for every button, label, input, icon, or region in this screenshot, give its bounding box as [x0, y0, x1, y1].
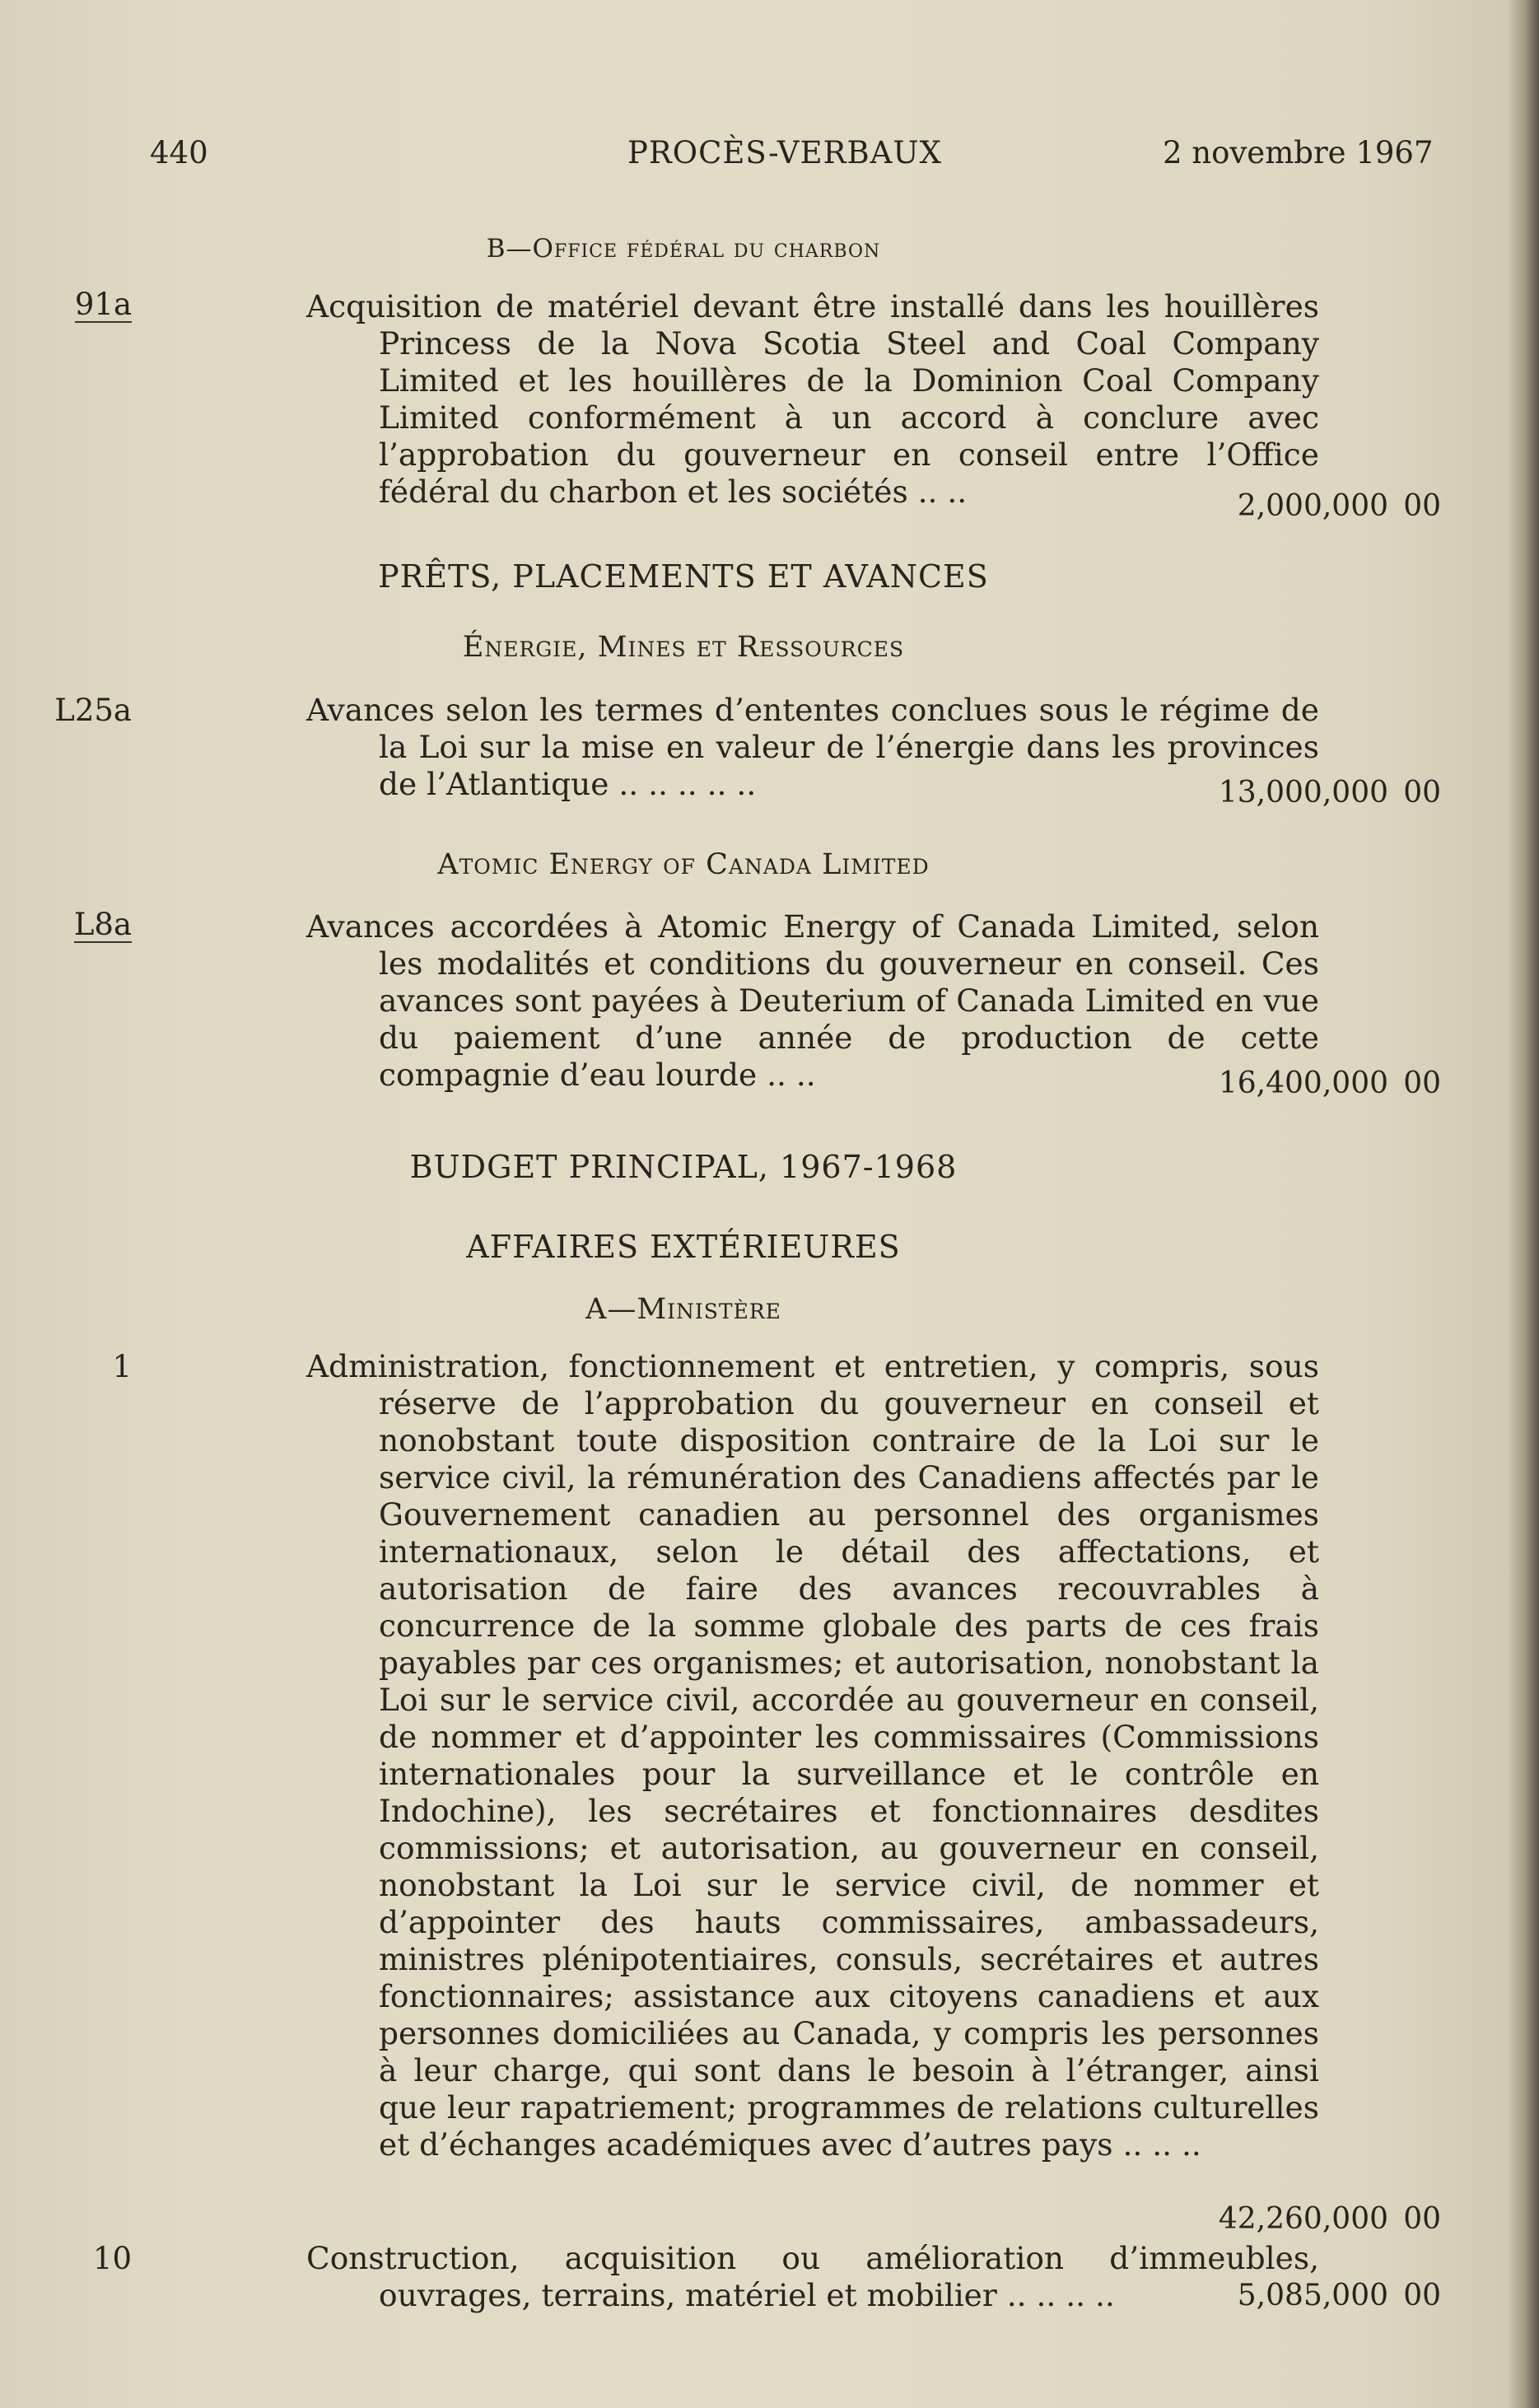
- vote-entry-10: [92, 2240, 1441, 2318]
- vote-description: Avances selon les termes d’ententes conclues sous le régime de la Loi sur la mise en valeur de l’énergie dans les provinces de l’Atlantique .. .. .. .. ..: [306, 692, 1319, 802]
- vote-description: Administration, fonctionnement et entretien, y compris, sous réserve de l’approbation du gouverneur en conseil et nonobstant toute disposition contraire de la Loi sur le service civil, la rémunération des Canadiens affectés par le Gouvernement canadien au personnel des organismes internationaux, selon le détail des affectations, et autorisation de faire des avances recouvrables à concurrence de la somme globale des parts de ces frais payables par ces organismes; et autorisation, nonobstant la Loi sur le service civil, accordée au gouverneur en conseil, de nommer et d’appointer les commissaires (Commissions internationales pour la surveillance et le contrôle en Indochine), les secrétaires et fonctionnaires desdites commissions; et autorisation, au gouverneur en conseil, nonobstant la Loi sur le service civil, de nommer et d’appointer des hauts commissaires, ambassadeurs, ministres plénipotentiaires, consuls, secrétaires et autres fonctionnaires; assistance aux citoyens canadiens et aux personnes domiciliées au Canada, y compris les personnes à leur charge, qui sont dans le besoin à l’étranger, ainsi que leur rapatriement; programmes de relations culturelles et d’échanges académiques avec d’autres pays .. .. ..: [306, 1348, 1319, 2163]
- vote-amount: 2,000,000 00: [1237, 489, 1441, 523]
- page-number: 440: [150, 135, 208, 170]
- section-heading-budget: BUDGET PRINCIPAL, 1967-1968: [409, 1149, 958, 1185]
- vote-number: 91a: [74, 287, 132, 322]
- vote-description: Construction, acquisition ou amélioration d’immeubles, ouvrages, terrains, matériel et mobilier .. .. .. ..: [306, 2240, 1319, 2313]
- vote-number: 1: [112, 1349, 132, 1384]
- vote-entry-l25a: [54, 692, 1441, 811]
- vote-description: Acquisition de matériel devant être installé dans les houillères Princess de la Nova Scotia Steel and Coal Company Limited et les houillères de la Dominion Coal Company Limited conformément à un accord à conclure avec l’approbation du gouverneur en conseil entre l’Office fédéral du charbon et les sociétés .. ..: [306, 288, 1319, 510]
- vote-entry-91a: [74, 287, 1441, 527]
- vote-entry-l8a: [73, 907, 1441, 1106]
- section-heading-ministry: A—Ministère: [585, 1293, 781, 1326]
- vote-amount: 13,000,000 00: [1218, 776, 1441, 810]
- vote-number: L25a: [54, 693, 132, 728]
- vote-number: L8a: [73, 907, 132, 942]
- vote-amount: 16,400,000 00: [1218, 1066, 1441, 1100]
- section-heading-loans: PRÊTS, PLACEMENTS ET AVANCES: [378, 558, 989, 595]
- vote-amount: 42,260,000 00: [1218, 2202, 1441, 2236]
- vote-description: Avances accordées à Atomic Energy of Canada Limited, selon les modalités et conditions du gouverneur en conseil. Ces avances sont payées à Deuterium of Canada Limited en vue du paiement d’une année de production de cette compagnie d’eau lourde .. ..: [306, 908, 1319, 1093]
- vote-number: 10: [92, 2241, 132, 2276]
- vote-amount: 5,085,000 00: [1237, 2279, 1441, 2312]
- section-heading-atomic: Atomic Energy of Canada Limited: [437, 848, 930, 881]
- vote-entry-1: [112, 1348, 1441, 2238]
- book-binding-shadow: [1508, 0, 1539, 2408]
- section-heading-external-affairs: AFFAIRES EXTÉRIEURES: [466, 1229, 901, 1265]
- section-heading-coal-board: B—Office fédéral du charbon: [486, 234, 881, 264]
- section-heading-energy: Énergie, Mines et Ressources: [462, 631, 905, 664]
- running-title: PROCÈS-VERBAUX: [627, 135, 942, 170]
- header-date: 2 novembre 1967: [1163, 135, 1434, 170]
